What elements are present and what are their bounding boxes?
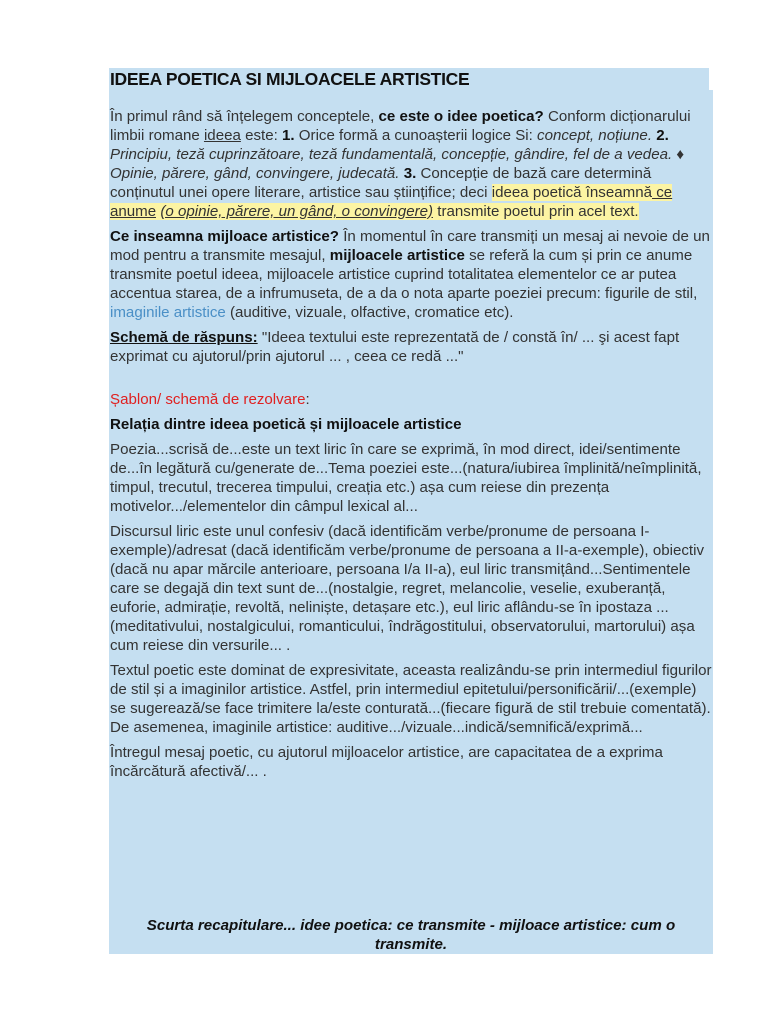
text-span: "Ideea textului este reprezentată de / constă în/ ... şi acest fapt exprimat cu ajutorul/prin ajutorul ... , ceea ce redă ..." xyxy=(110,329,680,365)
text-span: În momentul în care transmiți un mesaj ai nevoie de un mod pentru a transmite mesajul, xyxy=(110,228,710,264)
text-span: În primul rând să înțelegem conceptele, xyxy=(110,108,379,125)
text-span: Conform dicționarului limbii romane xyxy=(110,108,691,144)
highlighted-italic-text: (o opinie, părere, un gând, o convingere) xyxy=(160,203,434,220)
italic-text: concept, noțiune. xyxy=(537,127,653,144)
text-span: : xyxy=(305,391,310,408)
bold-underlined-label: Schemă de răspuns: xyxy=(110,329,258,346)
document-title: IDEEA POETICA SI MIJLOACELE ARTISTICE xyxy=(110,69,470,89)
underlined-term: ideea xyxy=(203,127,241,144)
number-1: 1. xyxy=(282,127,295,144)
paragraph-template-heading xyxy=(110,390,712,409)
highlighted-text: transmite poetul prin acel text. xyxy=(433,203,639,220)
paragraph-artistic-means xyxy=(110,227,712,322)
paragraph-definition xyxy=(110,107,712,221)
bold-question: ce este o idee poetica? xyxy=(378,108,544,125)
spacer xyxy=(110,372,712,390)
paragraph-expressiveness: Textul poetic este dominat de expresivitate, aceasta realizându-se prin intermediul figurilor de stil și a imaginilor artistice. Astfel, prin intermediul epitetului/personificării/...(exemple) se sugerează/se face trimitere la/este conturată...(fiecare figură de stil trebuie comentată). De asemenea, imaginile artistice: auditive.../vizuale...indică/semnifică/exprimă... xyxy=(110,662,712,736)
bold-term: mijloacele artistice xyxy=(329,247,465,264)
text-span: este: xyxy=(240,127,283,144)
highlighted-text: ideea poetică înseamnă xyxy=(491,184,653,201)
highlighted-underlined-text: ce anume xyxy=(110,184,673,220)
number-3: 3. xyxy=(403,165,417,182)
text-span: Concepție de bază care determină conținutul unei opere literare, artistice sau științifice; deci xyxy=(110,165,652,201)
blue-term: imaginile artistice xyxy=(110,304,226,321)
paragraph-relation-heading xyxy=(110,415,712,434)
italic-text: Principiu, teză cuprinzătoare, teză fundamentală, concepție, gândire, fel de a vedea. ♦ Opinie, părere, gând, convingere, judecată. xyxy=(110,146,685,182)
paragraph-poem: Poezia...scrisă de...este un text liric în care se exprimă, în mod direct, idei/sentimente de...în legătură cu/generate de...Tema poeziei este...(natura/iubirea împlinită/neîmplinită, timpul, trecutul, trecerea timpului, creația etc.) așa cum reiese din prezența motivelor.../elementelor din câmpul lexical al... xyxy=(110,441,702,515)
paragraph-poetic-message: Întregul mesaj poetic, cu ajutorul mijloacelor artistice, are capacitatea de a exprima încărcătură afectivă/... . xyxy=(110,744,663,780)
red-heading: Șablon/ schemă de rezolvare xyxy=(110,391,306,408)
number-2: 2. xyxy=(656,127,669,144)
paragraph-answer-scheme xyxy=(110,328,712,366)
bold-heading: Relația dintre ideea poetică și mijloacele artistice xyxy=(110,416,462,433)
text-span: se referă la cum și prin ce anume transmite poetul ideea, mijloacele artistice cuprind totalitatea elementelor ce ar putea accentua starea, de a infrumuseta, de a da o nota aparte poeziei precum: figurile de stil, xyxy=(110,247,698,302)
document-body xyxy=(110,107,712,787)
paragraph-lyric-discourse: Discursul liric este unul confesiv (dacă identificăm verbe/pronume de persoana I-exemple)/adresat (dacă identificăm verbe/pronume de persoana a II-a-exemple), obiectiv (dacă nu apar mărcile anterioare, persoana I/a II-a), eul liric transmițând...Sentimentele care se degajă din text sunt de...(nostalgie, regret, melancolie, veselie, exuberanță, euforie, admirație, revoltă, neliniște, detașare etc.), eul liric aflându-se în ipostaza ...(meditativului, nostalgicului, romanticului, îndrăgostitului, observatorului, martorului) așa cum reiese din versurile... . xyxy=(110,523,704,654)
text-span: Orice formă a cunoașterii logice Si: xyxy=(294,127,538,144)
closing-summary: Scurta recapitulare... idee poetica: ce transmite - mijloace artistice: cum o transmite. xyxy=(146,917,676,953)
bold-question: Ce inseamna mijloace artistice? xyxy=(110,228,340,245)
text-span: (auditive, vizuale, olfactive, cromatice etc). xyxy=(225,304,514,321)
